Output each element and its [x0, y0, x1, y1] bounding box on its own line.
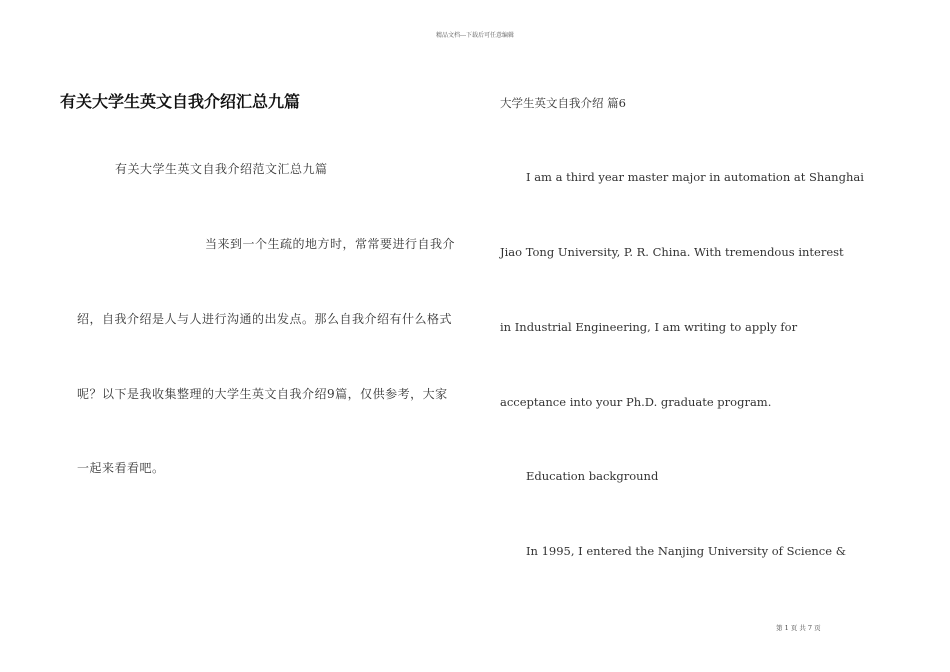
right-paragraph-line-3: in Industrial Engineering, I am writing to apply for [500, 320, 798, 334]
right-subheading: Education background [526, 469, 659, 483]
right-paragraph-line-4: acceptance into your Ph.D. graduate program. [500, 395, 772, 409]
left-paragraph-line-3: 呢？以下是我收集整理的大学生英文自我介绍9篇，仅供参考，大家 [77, 387, 448, 401]
right-paragraph-line-2: Jiao Tong University, P. R. China. With tremendous interest [500, 245, 844, 259]
right-paragraph-line-5: In 1995, I entered the Nanjing University of Science & [526, 544, 846, 558]
right-paragraph-line-1: I am a third year master major in automation at Shanghai [526, 170, 864, 184]
document-title: 有关大学生英文自我介绍汇总九篇 [60, 92, 301, 111]
page-indicator: 第 1 页 共 7 页 [776, 624, 821, 632]
left-subtitle: 有关大学生英文自我介绍范文汇总九篇 [115, 162, 328, 176]
left-paragraph-line-2: 绍，自我介绍是人与人进行沟通的出发点。那么自我介绍有什么格式 [77, 312, 453, 326]
header-note: 精品文档---下载后可任意编辑 [435, 32, 515, 39]
section-heading: 大学生英文自我介绍 篇6 [500, 96, 626, 110]
left-paragraph-line-1: 当来到一个生疏的地方时，常常要进行自我介 [205, 237, 456, 251]
left-paragraph-line-4: 一起来看看吧。 [77, 461, 165, 475]
